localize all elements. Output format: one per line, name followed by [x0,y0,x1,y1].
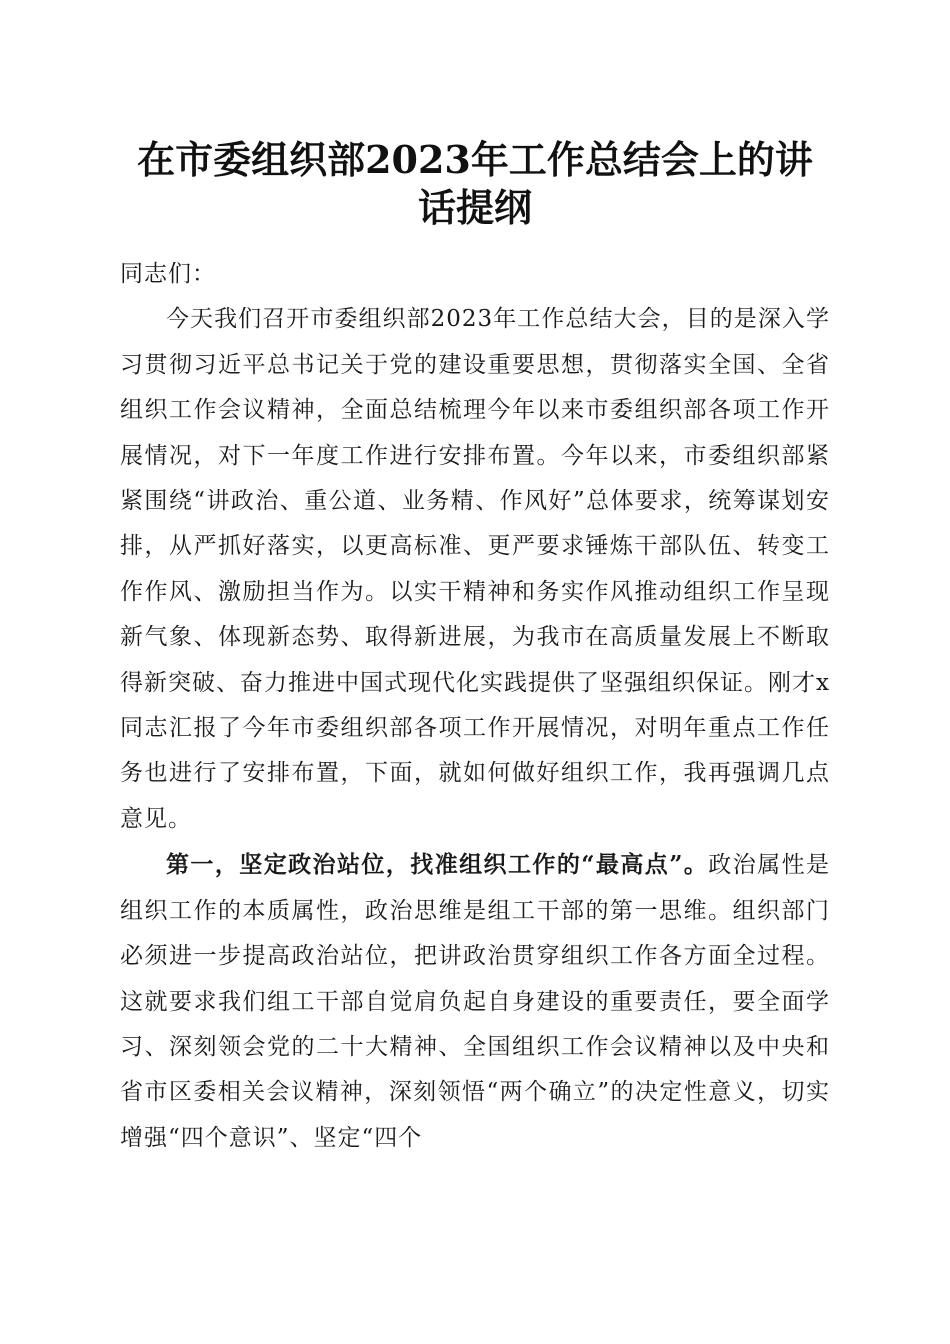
salutation: 同志们： [120,261,216,287]
document-body [120,252,830,1161]
paragraph-intro: 今天我们召开市委组织部2023年工作总结大会，目的是深入学习贯彻习近平总书记关于党的建设重要思想，贯彻落实全国、全省组织工作会议精神，全面总结梳理今年以来市委组织部各项工作开展情况，对下一年度工作进行安排布置。今年以来，市委组织部紧紧围绕“讲政治、重公道、业务精、作风好”总体要求，统筹谋划安排，从严抓好落实，以更高标准、更严要求锤炼干部队伍、转变工作作风、激励担当作为。以实干精神和务实作风推动组织工作呈现新气象、体现新态势、取得新进展，为我市在高质量发展上不断取得新突破、奋力推进中国式现代化实践提供了坚强组织保证。刚才x同志汇报了今年市委组织部各项工作开展情况，对明年重点工作任务也进行了安排布置，下面，就如何做好组织工作，我再强调几点意见。 [120,306,830,832]
paragraph-point-one-lead: 第一，坚定政治站位，找准组织工作的“最高点”。 [166,851,709,879]
paragraph-point-one [120,842,830,1161]
paragraph-point-one-body: 政治属性是组织工作的本质属性，政治思维是组工干部的第一思维。组织部门必须进一步提高政治站位，把讲政治贯穿组织工作各方面全过程。这就要求我们组工干部自觉肩负起自身建设的重要责任，要全面学习、深刻领会党的二十大精神、全国组织工作会议精神以及中央和省市区委相关会议精神，深刻领悟“两个确立”的决定性意义，切实增强“四个意识”、坚定“四个 [120,852,831,1151]
document-title: 在市委组织部2023年工作总结会上的讲话提纲 [137,137,813,230]
